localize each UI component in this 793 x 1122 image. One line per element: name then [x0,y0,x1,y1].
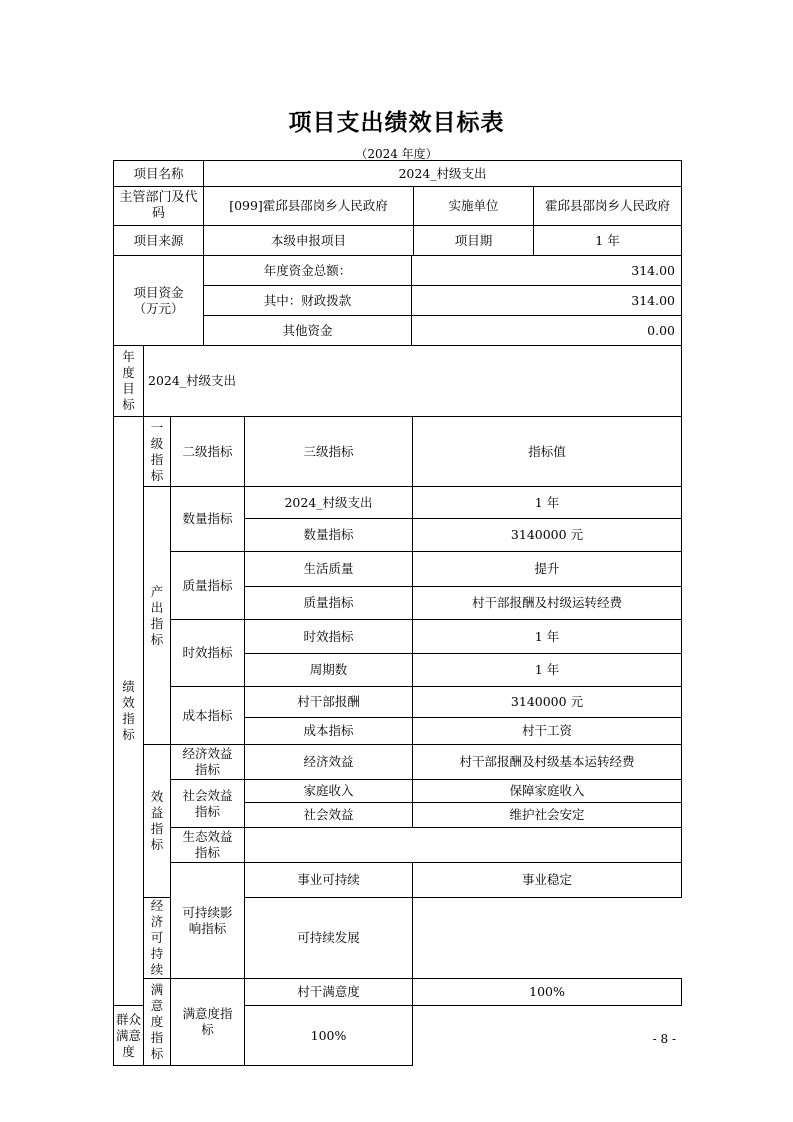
indicator-name: 村干满意度 [245,979,413,1006]
annual-goal-table [113,345,682,417]
satisfaction-sub-label: 满意度指标 [171,979,245,1066]
ecological-label: 生态效益指标 [171,828,245,863]
indicator-name: 时效指标 [245,620,413,654]
dept-value: [099]霍邱县邵岗乡人民政府 [204,187,414,226]
indicator-name: 经济效益 [245,745,413,780]
timeliness-label: 时效指标 [171,620,245,687]
cost-label: 成本指标 [171,687,245,745]
indicator-name: 群众满意度 [114,1006,144,1066]
social-label: 社会效益指标 [171,780,245,828]
project-name-label: 项目名称 [114,161,204,187]
fiscal-funds-label: 其中：财政拨款 [204,286,412,316]
col-level2-header: 二级指标 [171,417,245,487]
indicator-name: 社会效益 [245,803,413,828]
indicator-value: 村干部报酬及村级基本运转经费 [413,745,682,780]
indicator-value: 可持续发展 [245,898,413,979]
dept-label: 主管部门及代码 [114,187,204,226]
other-funds-label: 其他资金 [204,316,412,346]
project-name-value: 2024_村级支出 [204,161,682,187]
indicator-value: 100% [413,979,682,1006]
indicator-name: 事业可持续 [245,863,413,898]
indicator-name: 质量指标 [245,587,413,620]
period-value: 1 年 [534,226,682,256]
project-info-table [113,160,682,256]
indicator-name: 成本指标 [245,718,413,745]
indicator-value: 1 年 [413,620,682,654]
col-value-header: 指标值 [413,417,682,487]
indicator-value: 1 年 [413,654,682,687]
indicator-value: 村干工资 [413,718,682,745]
funds-table [113,255,682,346]
indicator-value: 100% [245,1006,413,1066]
indicator-value: 1 年 [413,487,682,519]
indicator-value: 3140000 元 [413,519,682,552]
indicator-name: 家庭收入 [245,780,413,803]
annual-goal-label: 年度目标 [114,346,144,417]
performance-table [113,416,682,1066]
annual-goal-value: 2024_村级支出 [144,346,682,417]
period-label: 项目期 [414,226,534,256]
indicator-name: 周期数 [245,654,413,687]
quantity-label: 数量指标 [171,487,245,552]
impl-unit-value: 霍邱县邵岗乡人民政府 [534,187,682,226]
indicator-name: 村干部报酬 [245,687,413,718]
benefit-label: 效益指标 [144,745,171,898]
indicator-name: 经济可持续 [144,898,171,979]
funds-label: 项目资金（万元） [114,256,204,346]
other-funds-value: 0.00 [412,316,682,346]
indicator-value: 保障家庭收入 [413,780,682,803]
indicator-value: 提升 [413,552,682,587]
indicator-name: 生活质量 [245,552,413,587]
page-subtitle: （2024 年度） [355,147,438,161]
indicator-name: 2024_村级支出 [245,487,413,519]
quality-label: 质量指标 [171,552,245,620]
indicator-value: 维护社会安定 [413,803,682,828]
total-funds-value: 314.00 [412,256,682,286]
page-title: 项目支出绩效目标表 [288,110,505,136]
sustainable-label: 可持续影响指标 [171,863,245,979]
impl-unit-label: 实施单位 [414,187,534,226]
indicator-name: 数量指标 [245,519,413,552]
total-funds-label: 年度资金总额： [204,256,412,286]
perf-label: 绩效指标 [114,417,144,1006]
satisfaction-label: 满意度指标 [144,979,171,1066]
output-label: 产出指标 [144,487,171,745]
col-level1-header: 一级指标 [144,417,171,487]
indicator-value: 3140000 元 [413,687,682,718]
page-number: - 8 - [652,1032,676,1046]
ecological-empty [245,828,682,863]
source-value: 本级申报项目 [204,226,414,256]
source-label: 项目来源 [114,226,204,256]
indicator-value: 事业稳定 [413,863,682,898]
economic-label: 经济效益指标 [171,745,245,780]
fiscal-funds-value: 314.00 [412,286,682,316]
indicator-value: 村干部报酬及村级运转经费 [413,587,682,620]
col-level3-header: 三级指标 [245,417,413,487]
